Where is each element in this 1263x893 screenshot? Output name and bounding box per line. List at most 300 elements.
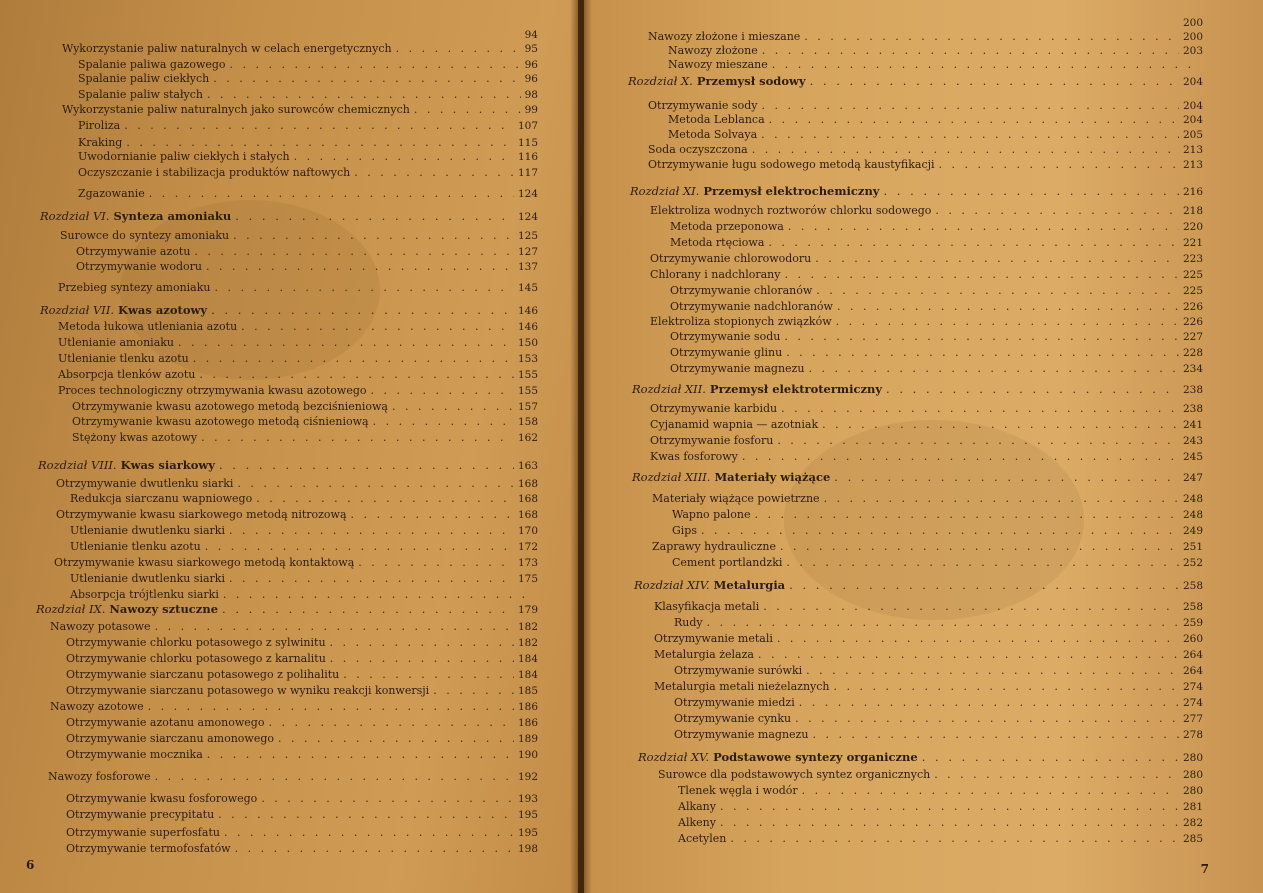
dot-leader bbox=[230, 58, 521, 72]
toc-entry bbox=[66, 842, 538, 856]
toc-entry bbox=[670, 362, 1203, 376]
dot-leader bbox=[201, 431, 514, 445]
entry-title: Wykorzystanie paliw naturalnych w celach energetycznych bbox=[62, 42, 392, 55]
dot-leader bbox=[761, 128, 1179, 142]
entry-title: Przebieg syntezy amoniaku bbox=[58, 281, 211, 294]
entry-title: Zaprawy hydrauliczne bbox=[652, 540, 777, 553]
entry-title: Otrzymywanie metali bbox=[654, 632, 773, 645]
page-reference: 153 bbox=[517, 353, 538, 365]
dot-leader bbox=[235, 209, 514, 223]
toc-entry bbox=[58, 368, 538, 382]
toc-entry bbox=[674, 616, 1203, 630]
toc-entry bbox=[66, 684, 538, 698]
page-reference: 280 bbox=[1182, 785, 1203, 797]
right-page bbox=[584, 0, 1263, 893]
dot-leader bbox=[834, 470, 1179, 484]
page-reference: 259 bbox=[1182, 617, 1203, 629]
dot-leader bbox=[278, 732, 514, 746]
toc-entry bbox=[650, 252, 1203, 266]
entry-title: Alkany bbox=[678, 800, 716, 813]
entry-title: Metoda łukowa utleniania azotu bbox=[58, 320, 238, 333]
toc-entry bbox=[648, 99, 1203, 113]
toc-entry bbox=[58, 281, 538, 295]
toc-entry bbox=[678, 832, 1203, 846]
chapter-title: Rozdział XV. Podstawowe syntezy organiczne bbox=[638, 750, 918, 764]
dot-leader bbox=[810, 74, 1179, 88]
entry-title: Utlenianie amoniaku bbox=[58, 336, 175, 349]
entry-title: Piroliza bbox=[78, 119, 121, 132]
dot-leader bbox=[761, 99, 1178, 113]
toc-entry bbox=[668, 128, 1203, 142]
page-reference: 117 bbox=[517, 167, 538, 179]
page-reference: 198 bbox=[517, 843, 538, 855]
entry-title: Wykorzystanie paliw naturalnych jako surowców chemicznych bbox=[62, 103, 410, 116]
page-reference: 145 bbox=[517, 282, 538, 294]
entry-title: Otrzymywanie chlorku potasowego z sylwinitu bbox=[66, 636, 326, 649]
toc-entry bbox=[678, 784, 1203, 798]
entry-title: Otrzymywanie miedzi bbox=[674, 696, 795, 709]
entry-title: Spalanie paliw stałych bbox=[78, 88, 204, 101]
page-reference: 200 bbox=[1182, 31, 1203, 43]
toc-entry bbox=[78, 72, 538, 86]
entry-title: Metoda Solvaya bbox=[668, 128, 758, 141]
dot-leader bbox=[194, 245, 514, 259]
entry-title: Otrzymywanie kwasu siarkowego metodą kontaktową bbox=[54, 556, 355, 569]
dot-leader bbox=[837, 300, 1179, 314]
toc-chapter-entry bbox=[632, 470, 1203, 484]
entry-title: Chlorany i nadchlorany bbox=[650, 268, 781, 281]
toc-entry bbox=[62, 42, 538, 56]
entry-title: Utlenianie dwutlenku siarki bbox=[70, 572, 225, 585]
page-reference: 189 bbox=[517, 733, 538, 745]
dot-leader bbox=[922, 750, 1179, 764]
toc-entry bbox=[60, 229, 538, 243]
page-reference: 226 bbox=[1182, 316, 1203, 328]
entry-title: Surowce do syntezy amoniaku bbox=[60, 229, 230, 242]
toc-entry bbox=[72, 415, 538, 429]
page-reference: 264 bbox=[1182, 649, 1203, 661]
dot-leader bbox=[769, 113, 1179, 127]
dot-leader bbox=[816, 284, 1179, 298]
toc-entry bbox=[652, 540, 1203, 554]
page-reference: 280 bbox=[1182, 769, 1203, 781]
entry-title: Otrzymywanie precypitatu bbox=[66, 808, 215, 821]
page-reference: 98 bbox=[524, 89, 538, 101]
entry-title: Rudy bbox=[674, 616, 703, 629]
entry-title: Acetylen bbox=[678, 832, 727, 845]
dot-leader bbox=[720, 800, 1179, 814]
toc-entry bbox=[650, 418, 1203, 432]
right-page-number: 7 bbox=[1200, 862, 1209, 876]
toc-entry bbox=[658, 768, 1203, 782]
page-reference: 184 bbox=[517, 653, 538, 665]
toc-entry bbox=[78, 136, 538, 150]
entry-title: Metalurgia metali nieżelaznych bbox=[654, 680, 830, 693]
toc-entry bbox=[654, 600, 1203, 614]
toc-entry bbox=[650, 450, 1203, 464]
toc-entry bbox=[650, 204, 1203, 218]
entry-title: Otrzymywanie glinu bbox=[670, 346, 783, 359]
page-reference: 168 bbox=[517, 509, 538, 521]
page-reference: 190 bbox=[517, 749, 538, 761]
page-reference: 170 bbox=[517, 525, 538, 537]
chapter-title: Rozdział XIV. Metalurgia bbox=[634, 578, 786, 592]
entry-title: Otrzymywanie fosforu bbox=[650, 434, 774, 447]
dot-leader bbox=[824, 492, 1179, 506]
page-reference: 280 bbox=[1182, 752, 1203, 764]
page-reference: 155 bbox=[517, 385, 538, 397]
dot-leader bbox=[211, 303, 514, 317]
page-reference: 179 bbox=[517, 604, 538, 616]
chapter-title: Rozdział XII. Przemysł elektrotermiczny bbox=[632, 382, 883, 396]
toc-entry bbox=[58, 352, 538, 366]
toc-entry bbox=[78, 150, 538, 164]
entry-title: Otrzymywanie cynku bbox=[674, 712, 792, 725]
page-reference: 168 bbox=[517, 478, 538, 490]
chapter-title: Rozdział XIII. Materiały wiążące bbox=[632, 470, 831, 484]
dot-leader bbox=[752, 143, 1179, 157]
toc-entry bbox=[70, 572, 538, 586]
entry-title: Nawozy azotowe bbox=[50, 700, 144, 713]
dot-leader bbox=[261, 792, 514, 806]
page-reference: 213 bbox=[1182, 159, 1203, 171]
page-reference: 150 bbox=[517, 337, 538, 349]
toc-entry bbox=[48, 770, 538, 784]
entry-title: Otrzymywanie kwasu siarkowego metodą nitrozową bbox=[56, 508, 347, 521]
entry-title: Oczyszczanie i stabilizacja produktów naftowych bbox=[78, 166, 351, 179]
entry-title: Otrzymywanie termofosfatów bbox=[66, 842, 231, 855]
entry-title: Nawozy fosforowe bbox=[48, 770, 151, 783]
dot-leader bbox=[884, 184, 1179, 198]
page-reference: 95 bbox=[524, 43, 538, 55]
left-page bbox=[0, 0, 578, 893]
dot-leader bbox=[149, 187, 514, 201]
page-reference: 251 bbox=[1182, 541, 1203, 553]
page-reference: 248 bbox=[1182, 493, 1203, 505]
dot-leader bbox=[224, 826, 514, 840]
dot-leader bbox=[343, 668, 514, 682]
page-reference: 204 bbox=[1182, 100, 1203, 112]
toc-entry bbox=[672, 524, 1203, 538]
page-reference: 216 bbox=[1182, 186, 1203, 198]
entry-title: Materiały wiążące powietrzne bbox=[652, 492, 820, 505]
right-table-of-contents bbox=[584, 0, 1263, 893]
page-reference: 158 bbox=[517, 416, 538, 428]
toc-entry bbox=[70, 524, 538, 538]
dot-leader bbox=[812, 728, 1179, 742]
dot-leader bbox=[802, 784, 1179, 798]
toc-chapter-entry bbox=[40, 209, 538, 223]
entry-title: Nawozy mieszane bbox=[668, 58, 768, 71]
toc-entry bbox=[66, 668, 538, 682]
dot-leader bbox=[742, 450, 1179, 464]
toc-chapter-entry bbox=[628, 74, 1203, 88]
page-reference: 157 bbox=[517, 401, 538, 413]
toc-entry bbox=[654, 632, 1203, 646]
dot-leader bbox=[358, 556, 514, 570]
entry-title: Otrzymywanie azotu bbox=[76, 245, 191, 258]
page-reference: 99 bbox=[524, 104, 538, 116]
dot-leader bbox=[155, 620, 514, 634]
page-reference: 225 bbox=[1182, 269, 1203, 281]
entry-title: Otrzymywanie chlorowodoru bbox=[650, 252, 812, 265]
page-reference: 205 bbox=[1182, 129, 1203, 141]
toc-entry bbox=[72, 431, 538, 445]
toc-entry bbox=[56, 477, 538, 491]
dot-leader bbox=[433, 684, 514, 698]
page-reference: 172 bbox=[517, 541, 538, 553]
toc-entry bbox=[78, 187, 538, 201]
entry-title: Otrzymywanie magnezu bbox=[674, 728, 809, 741]
dot-leader bbox=[256, 492, 514, 506]
dot-leader bbox=[768, 236, 1179, 250]
page-reference: 124 bbox=[517, 188, 538, 200]
page-reference: 238 bbox=[1182, 384, 1203, 396]
page-reference: 264 bbox=[1182, 665, 1203, 677]
entry-title: Otrzymywanie ługu sodowego metodą kaustyfikacji bbox=[648, 158, 935, 171]
entry-title: Uwodornianie paliw ciekłych i stałych bbox=[78, 150, 290, 163]
entry-title: Kwas fosforowy bbox=[650, 450, 738, 463]
entry-title: Kraking bbox=[78, 136, 123, 149]
toc-entry bbox=[58, 336, 538, 350]
entry-title: Utlenianie tlenku azotu bbox=[70, 540, 201, 553]
dot-leader bbox=[786, 556, 1179, 570]
dot-leader bbox=[414, 103, 521, 117]
dot-leader bbox=[772, 58, 1199, 72]
page-reference: 274 bbox=[1182, 697, 1203, 709]
dot-leader bbox=[206, 260, 514, 274]
page-reference: 195 bbox=[517, 809, 538, 821]
dot-leader bbox=[199, 368, 514, 382]
entry-title: Otrzymywanie superfosfatu bbox=[66, 826, 220, 839]
page-reference: 243 bbox=[1182, 435, 1203, 447]
dot-leader bbox=[354, 166, 514, 180]
toc-entry bbox=[78, 119, 538, 133]
entry-title: Otrzymywanie magnezu bbox=[670, 362, 805, 375]
toc-entry bbox=[66, 792, 538, 806]
dot-leader bbox=[755, 508, 1179, 522]
entry-title: Metalurgia żelaza bbox=[654, 648, 754, 661]
dot-leader bbox=[730, 832, 1179, 846]
page-reference: 252 bbox=[1182, 557, 1203, 569]
toc-entry bbox=[668, 44, 1203, 58]
dot-leader bbox=[780, 540, 1179, 554]
dot-leader bbox=[758, 648, 1179, 662]
toc-entry bbox=[674, 712, 1203, 726]
toc-entry bbox=[56, 508, 538, 522]
page-reference: 241 bbox=[1182, 419, 1203, 431]
entry-title: Otrzymywanie siarczanu potasowego z polihalitu bbox=[66, 668, 340, 681]
entry-title: Klasyfikacja metali bbox=[654, 600, 760, 613]
left-table-of-contents bbox=[0, 0, 578, 893]
dot-leader bbox=[235, 842, 514, 856]
entry-title: Proces technologiczny otrzymywania kwasu azotowego bbox=[58, 384, 367, 397]
page-reference: 146 bbox=[517, 321, 538, 333]
dot-leader bbox=[373, 415, 514, 429]
entry-title: Otrzymywanie kwasu azotowego metodą bezciśnieniową bbox=[72, 400, 388, 413]
page-reference: 186 bbox=[517, 701, 538, 713]
dot-leader bbox=[396, 42, 521, 56]
entry-title: Metoda rtęciowa bbox=[670, 236, 765, 249]
toc-entry bbox=[648, 16, 1203, 30]
page-reference: 96 bbox=[524, 73, 538, 85]
toc-chapter-entry bbox=[638, 750, 1203, 764]
dot-leader bbox=[155, 770, 514, 784]
chapter-title: Rozdział IX. Nawozy sztuczne bbox=[36, 602, 219, 616]
dot-leader bbox=[330, 636, 514, 650]
dot-leader bbox=[777, 434, 1179, 448]
dot-leader bbox=[218, 808, 514, 822]
entry-title: Absorpcja tlenków azotu bbox=[58, 368, 196, 381]
dot-leader bbox=[233, 229, 514, 243]
page-reference: 116 bbox=[517, 151, 538, 163]
toc-entry bbox=[66, 808, 538, 822]
page-reference: 125 bbox=[517, 230, 538, 242]
entry-title: Redukcja siarczanu wapniowego bbox=[70, 492, 253, 505]
dot-leader bbox=[207, 88, 521, 102]
toc-entry bbox=[70, 540, 538, 554]
toc-chapter-entry bbox=[632, 382, 1203, 396]
dot-leader bbox=[330, 652, 514, 666]
dot-leader bbox=[193, 352, 514, 366]
chapter-title: Rozdział X. Przemysł sodowy bbox=[628, 74, 806, 88]
dot-leader bbox=[707, 616, 1179, 630]
toc-chapter-entry bbox=[630, 184, 1203, 198]
toc-chapter-entry bbox=[38, 458, 538, 472]
entry-title: Spalanie paliw ciekłych bbox=[78, 72, 210, 85]
dot-leader bbox=[351, 508, 514, 522]
toc-entry bbox=[650, 315, 1203, 329]
page-reference: 281 bbox=[1182, 801, 1203, 813]
dot-leader bbox=[241, 320, 514, 334]
chapter-title: Rozdział VI. Synteza amoniaku bbox=[40, 209, 232, 223]
page-reference: 245 bbox=[1182, 451, 1203, 463]
page-reference: 184 bbox=[517, 669, 538, 681]
page-reference: 278 bbox=[1182, 729, 1203, 741]
entry-title: Cement portlandzki bbox=[672, 556, 783, 569]
toc-entry bbox=[66, 732, 538, 746]
dot-leader bbox=[763, 600, 1179, 614]
toc-entry bbox=[672, 556, 1203, 570]
entry-title: Otrzymywanie nadchloranów bbox=[670, 300, 833, 313]
toc-entry bbox=[668, 113, 1203, 127]
page-reference: 182 bbox=[517, 637, 538, 649]
toc-entry bbox=[78, 166, 538, 180]
toc-entry bbox=[66, 652, 538, 666]
page-reference: 227 bbox=[1182, 331, 1203, 343]
dot-leader bbox=[720, 816, 1179, 830]
entry-title: Otrzymywanie siarczanu amonowego bbox=[66, 732, 275, 745]
toc-chapter-entry bbox=[40, 303, 538, 317]
dot-leader bbox=[229, 524, 514, 538]
dot-leader bbox=[392, 400, 514, 414]
page-reference: 175 bbox=[517, 573, 538, 585]
toc-entry bbox=[654, 680, 1203, 694]
entry-title: Nawozy potasowe bbox=[50, 620, 151, 633]
page-reference: 173 bbox=[517, 557, 538, 569]
toc-entry bbox=[66, 636, 538, 650]
entry-title: Zgazowanie bbox=[78, 187, 145, 200]
dot-leader bbox=[804, 30, 1179, 44]
page-reference: 186 bbox=[517, 717, 538, 729]
entry-title: Otrzymywanie sody bbox=[648, 99, 758, 112]
toc-entry bbox=[678, 800, 1203, 814]
dot-leader bbox=[784, 330, 1179, 344]
entry-title: Otrzymywanie wodoru bbox=[76, 260, 202, 273]
dot-leader bbox=[237, 477, 514, 491]
toc-chapter-entry bbox=[36, 602, 538, 616]
page-reference: 225 bbox=[1182, 285, 1203, 297]
dot-leader bbox=[788, 220, 1179, 234]
page-reference: 193 bbox=[517, 793, 538, 805]
dot-leader bbox=[148, 700, 514, 714]
toc-entry bbox=[58, 384, 538, 398]
entry-title: Otrzymywanie surówki bbox=[674, 664, 803, 677]
page-reference: 204 bbox=[1182, 76, 1203, 88]
entry-title: Otrzymywanie siarczanu potasowego w wyniku reakcji konwersji bbox=[66, 684, 430, 697]
dot-leader bbox=[229, 572, 514, 586]
entry-title: Elektroliza stopionych związków bbox=[650, 315, 832, 328]
page-reference: 168 bbox=[517, 493, 538, 505]
toc-entry bbox=[654, 648, 1203, 662]
dot-leader bbox=[939, 158, 1179, 172]
toc-entry bbox=[648, 30, 1203, 44]
page-reference: 107 bbox=[517, 120, 538, 132]
dot-leader bbox=[795, 712, 1179, 726]
page-reference: 228 bbox=[1182, 347, 1203, 359]
dot-leader bbox=[777, 632, 1179, 646]
toc-entry bbox=[78, 58, 538, 72]
page-reference: 195 bbox=[517, 827, 538, 839]
dot-leader bbox=[222, 602, 514, 616]
toc-entry bbox=[674, 696, 1203, 710]
entry-title: Stężony kwas azotowy bbox=[72, 431, 198, 444]
toc-entry bbox=[650, 402, 1203, 416]
page-reference: 185 bbox=[517, 685, 538, 697]
dot-leader bbox=[701, 524, 1179, 538]
toc-entry bbox=[72, 400, 538, 414]
page-reference: 200 bbox=[1182, 17, 1203, 29]
dot-leader bbox=[822, 418, 1179, 432]
entry-title: Utlenianie dwutlenku siarki bbox=[70, 524, 225, 537]
toc-entry bbox=[70, 588, 538, 602]
toc-entry bbox=[62, 103, 538, 117]
toc-entry bbox=[70, 492, 538, 506]
toc-entry bbox=[60, 28, 538, 42]
toc-entry bbox=[76, 245, 538, 259]
toc-entry bbox=[76, 260, 538, 274]
dot-leader bbox=[935, 204, 1179, 218]
page-reference: 220 bbox=[1182, 221, 1203, 233]
entry-title: Gips bbox=[672, 524, 697, 537]
page-reference: 155 bbox=[517, 369, 538, 381]
entry-title: Utlenianie tlenku azotu bbox=[58, 352, 189, 365]
entry-title: Cyjanamid wapnia — azotniak bbox=[650, 418, 819, 431]
page-reference: 218 bbox=[1182, 205, 1203, 217]
toc-entry bbox=[648, 158, 1203, 172]
page-reference: 163 bbox=[517, 460, 538, 472]
dot-leader bbox=[268, 716, 513, 730]
toc-entry bbox=[670, 236, 1203, 250]
dot-leader bbox=[762, 44, 1179, 58]
page-reference: 204 bbox=[1182, 114, 1203, 126]
entry-title: Alkeny bbox=[678, 816, 716, 829]
page-reference: 146 bbox=[517, 305, 538, 317]
entry-title: Tlenek węgla i wodór bbox=[678, 784, 798, 797]
entry-title: Otrzymywanie dwutlenku siarki bbox=[56, 477, 234, 490]
dot-leader bbox=[781, 402, 1179, 416]
page-reference: 248 bbox=[1182, 509, 1203, 521]
